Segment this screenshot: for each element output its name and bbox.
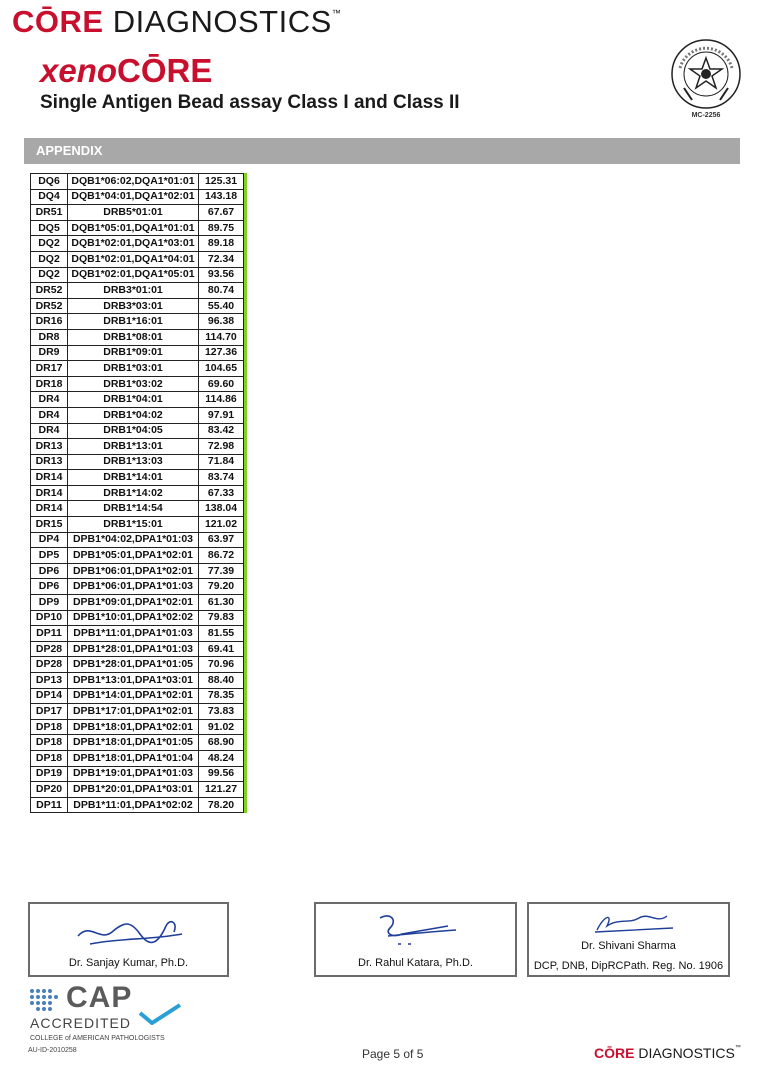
antigen-cell: DP5: [31, 548, 68, 564]
table-row: [31, 704, 244, 720]
antigen-cell: DR8: [31, 329, 68, 345]
value-cell: 67.33: [199, 485, 244, 501]
value-cell: 61.30: [199, 595, 244, 611]
checkmark-icon: [138, 1003, 182, 1025]
value-cell: 69.41: [199, 641, 244, 657]
value-cell: 72.98: [199, 439, 244, 455]
antigen-cell: DR18: [31, 376, 68, 392]
signature-box-sanjay-kumar: [28, 902, 229, 977]
allele-cell: DQB1*02:01,DQA1*03:01: [68, 236, 199, 252]
antigen-cell: DP13: [31, 673, 68, 689]
value-cell: 91.02: [199, 719, 244, 735]
table-row: [31, 750, 244, 766]
allele-cell: DPB1*13:01,DPA1*03:01: [68, 673, 199, 689]
table-row: [31, 267, 244, 283]
table-row: [31, 345, 244, 361]
table-row: [31, 485, 244, 501]
antigen-cell: DP6: [31, 563, 68, 579]
table-row: [31, 361, 244, 377]
antigen-cell: DP18: [31, 719, 68, 735]
antigen-cell: DQ2: [31, 251, 68, 267]
table-row: [31, 236, 244, 252]
allele-cell: DPB1*19:01,DPA1*01:03: [68, 766, 199, 782]
antigen-cell: DP9: [31, 595, 68, 611]
antigen-cell: DR14: [31, 470, 68, 486]
antigen-cell: DR4: [31, 407, 68, 423]
signature-icon: [368, 908, 468, 952]
value-cell: 97.91: [199, 407, 244, 423]
report-title: Single Antigen Bead assay Class I and Class II: [40, 92, 460, 113]
table-row: [31, 329, 244, 345]
antigen-cell: DR13: [31, 439, 68, 455]
antigen-cell: DP20: [31, 782, 68, 798]
value-cell: 80.74: [199, 283, 244, 299]
antigen-cell: DR9: [31, 345, 68, 361]
value-cell: 71.84: [199, 454, 244, 470]
value-cell: 78.20: [199, 797, 244, 813]
allele-cell: DPB1*28:01,DPA1*01:03: [68, 641, 199, 657]
table-row: [31, 766, 244, 782]
value-cell: 67.67: [199, 205, 244, 221]
antigen-cell: DQ2: [31, 236, 68, 252]
signatory-name: Dr. Shivani Sharma: [581, 940, 676, 952]
value-cell: 86.72: [199, 548, 244, 564]
value-cell: 93.56: [199, 267, 244, 283]
value-cell: 127.36: [199, 345, 244, 361]
allele-cell: DRB1*08:01: [68, 329, 199, 345]
signature-box-shivani-sharma: [527, 902, 730, 977]
table-row: [31, 610, 244, 626]
cap-dots-icon: [28, 987, 60, 1017]
value-cell: 89.18: [199, 236, 244, 252]
antigen-cell: DR52: [31, 283, 68, 299]
table-row: [31, 688, 244, 704]
table-row: [31, 626, 244, 642]
cap-id: AU-ID-2010258: [28, 1047, 77, 1054]
table-row: [31, 205, 244, 221]
accreditation-seal-icon: [670, 38, 742, 110]
antigen-cell: DP17: [31, 704, 68, 720]
antigen-cell: DR4: [31, 392, 68, 408]
antigen-cell: DR15: [31, 517, 68, 533]
allele-cell: DRB1*14:54: [68, 501, 199, 517]
allele-cell: DRB1*14:01: [68, 470, 199, 486]
table-row: [31, 407, 244, 423]
cap-college-text: COLLEGE of AMERICAN PATHOLOGISTS: [30, 1035, 165, 1042]
table-row: [31, 470, 244, 486]
signatory-name: Dr. Sanjay Kumar, Ph.D.: [68, 957, 189, 969]
value-cell: 68.90: [199, 735, 244, 751]
value-cell: 114.86: [199, 392, 244, 408]
antigen-cell: DP4: [31, 532, 68, 548]
allele-cell: DPB1*28:01,DPA1*01:05: [68, 657, 199, 673]
table-row: [31, 283, 244, 299]
value-cell: 69.60: [199, 376, 244, 392]
value-cell: 138.04: [199, 501, 244, 517]
value-cell: 143.18: [199, 189, 244, 205]
table-row: [31, 189, 244, 205]
table-row: [31, 735, 244, 751]
allele-cell: DPB1*04:02,DPA1*01:03: [68, 532, 199, 548]
allele-cell: DQB1*04:01,DQA1*02:01: [68, 189, 199, 205]
allele-cell: DRB1*03:01: [68, 361, 199, 377]
section-title: APPENDIX: [36, 143, 103, 158]
signature-icon: [589, 908, 679, 936]
allele-cell: DPB1*18:01,DPA1*01:04: [68, 750, 199, 766]
section-banner: [24, 138, 740, 164]
value-cell: 78.35: [199, 688, 244, 704]
cap-word: CAP: [66, 981, 133, 1014]
table-row: [31, 314, 244, 330]
accreditation-code: MC-2256: [691, 112, 721, 119]
value-cell: 125.31: [199, 174, 244, 190]
table-row: [31, 174, 244, 190]
value-cell: 99.56: [199, 766, 244, 782]
value-cell: 63.97: [199, 532, 244, 548]
signatory-credentials: DCP, DNB, DipRCPath. Reg. No. 1906: [533, 960, 724, 972]
table-row: [31, 595, 244, 611]
allele-cell: DRB1*04:02: [68, 407, 199, 423]
value-cell: 83.42: [199, 423, 244, 439]
antigen-cell: DR52: [31, 298, 68, 314]
table-row: [31, 454, 244, 470]
table-row: [31, 719, 244, 735]
antigen-cell: DR14: [31, 485, 68, 501]
allele-cell: DRB3*03:01: [68, 298, 199, 314]
table-row: [31, 517, 244, 533]
value-cell: 114.70: [199, 329, 244, 345]
value-cell: 70.96: [199, 657, 244, 673]
table-row: [31, 251, 244, 267]
value-cell: 121.02: [199, 517, 244, 533]
antigen-cell: DR17: [31, 361, 68, 377]
table-row: [31, 641, 244, 657]
allele-cell: DPB1*20:01,DPA1*03:01: [68, 782, 199, 798]
allele-cell: DRB1*04:05: [68, 423, 199, 439]
table-row: [31, 579, 244, 595]
allele-cell: DPB1*05:01,DPA1*02:01: [68, 548, 199, 564]
table-row: [31, 782, 244, 798]
allele-cell: DPB1*14:01,DPA1*02:01: [68, 688, 199, 704]
table-row: [31, 376, 244, 392]
value-cell: 79.20: [199, 579, 244, 595]
antigen-cell: DP19: [31, 766, 68, 782]
appendix-table-container: [30, 173, 247, 813]
cap-accredited-text: ACCREDITED: [30, 1015, 132, 1031]
antigen-cell: DP28: [31, 657, 68, 673]
table-row: [31, 657, 244, 673]
antigen-cell: DR4: [31, 423, 68, 439]
table-row: [31, 563, 244, 579]
table-row: [31, 797, 244, 813]
value-cell: 77.39: [199, 563, 244, 579]
antigen-cell: DQ4: [31, 189, 68, 205]
value-cell: 48.24: [199, 750, 244, 766]
allele-cell: DRB1*03:02: [68, 376, 199, 392]
antigen-cell: DR14: [31, 501, 68, 517]
table-row: [31, 548, 244, 564]
value-cell: 96.38: [199, 314, 244, 330]
table-row: [31, 532, 244, 548]
allele-cell: DQB1*02:01,DQA1*05:01: [68, 267, 199, 283]
allele-cell: DRB1*14:02: [68, 485, 199, 501]
allele-cell: DRB1*13:03: [68, 454, 199, 470]
antigen-cell: DP18: [31, 750, 68, 766]
value-cell: 81.55: [199, 626, 244, 642]
antigen-cell: DP6: [31, 579, 68, 595]
table-row: [31, 673, 244, 689]
value-cell: 83.74: [199, 470, 244, 486]
allele-cell: DQB1*06:02,DQA1*01:01: [68, 174, 199, 190]
value-cell: 88.40: [199, 673, 244, 689]
table-row: [31, 298, 244, 314]
value-cell: 104.65: [199, 361, 244, 377]
product-logo: xenoCŌRE: [40, 52, 213, 89]
signature-box-rahul-katara: [314, 902, 517, 977]
signatory-name: Dr. Rahul Katara, Ph.D.: [358, 957, 473, 969]
antigen-cell: DP10: [31, 610, 68, 626]
allele-cell: DPB1*06:01,DPA1*02:01: [68, 563, 199, 579]
allele-cell: DQB1*05:01,DQA1*01:01: [68, 220, 199, 236]
allele-cell: DRB1*13:01: [68, 439, 199, 455]
core-diagnostics-logo-footer: CŌRE DIAGNOSTICS™: [594, 1045, 741, 1061]
antigen-cell: DQ2: [31, 267, 68, 283]
antigen-cell: DR16: [31, 314, 68, 330]
allele-cell: DPB1*18:01,DPA1*01:05: [68, 735, 199, 751]
allele-cell: DQB1*02:01,DQA1*04:01: [68, 251, 199, 267]
antigen-cell: DP28: [31, 641, 68, 657]
allele-cell: DPB1*17:01,DPA1*02:01: [68, 704, 199, 720]
antigen-cell: DP18: [31, 735, 68, 751]
allele-cell: DPB1*18:01,DPA1*02:01: [68, 719, 199, 735]
value-cell: 121.27: [199, 782, 244, 798]
antigen-cell: DP14: [31, 688, 68, 704]
allele-cell: DRB1*15:01: [68, 517, 199, 533]
value-cell: 73.83: [199, 704, 244, 720]
table-row: [31, 392, 244, 408]
table-row: [31, 439, 244, 455]
value-cell: 79.83: [199, 610, 244, 626]
allele-cell: DRB1*04:01: [68, 392, 199, 408]
table-row: [31, 501, 244, 517]
allele-cell: DRB1*16:01: [68, 314, 199, 330]
allele-cell: DPB1*11:01,DPA1*02:02: [68, 797, 199, 813]
antigen-cell: DR51: [31, 205, 68, 221]
allele-cell: DRB3*01:01: [68, 283, 199, 299]
allele-cell: DPB1*11:01,DPA1*01:03: [68, 626, 199, 642]
page-number: Page 5 of 5: [362, 1047, 424, 1061]
antigen-cell: DP11: [31, 626, 68, 642]
value-cell: 89.75: [199, 220, 244, 236]
allele-cell: DRB1*09:01: [68, 345, 199, 361]
antigen-cell: DP11: [31, 797, 68, 813]
allele-cell: DPB1*10:01,DPA1*02:02: [68, 610, 199, 626]
appendix-table: [30, 173, 244, 813]
value-cell: 55.40: [199, 298, 244, 314]
antigen-cell: DR13: [31, 454, 68, 470]
cap-accredited-logo: [28, 981, 228, 1060]
value-cell: 72.34: [199, 251, 244, 267]
core-diagnostics-logo: CŌRE DIAGNOSTICS™: [12, 4, 342, 39]
allele-cell: DPB1*06:01,DPA1*01:03: [68, 579, 199, 595]
appendix-table-body: [31, 174, 244, 813]
allele-cell: DPB1*09:01,DPA1*02:01: [68, 595, 199, 611]
table-row: [31, 423, 244, 439]
antigen-cell: DQ6: [31, 174, 68, 190]
signature-icon: [70, 908, 190, 950]
table-row: [31, 220, 244, 236]
antigen-cell: DQ5: [31, 220, 68, 236]
allele-cell: DRB5*01:01: [68, 205, 199, 221]
